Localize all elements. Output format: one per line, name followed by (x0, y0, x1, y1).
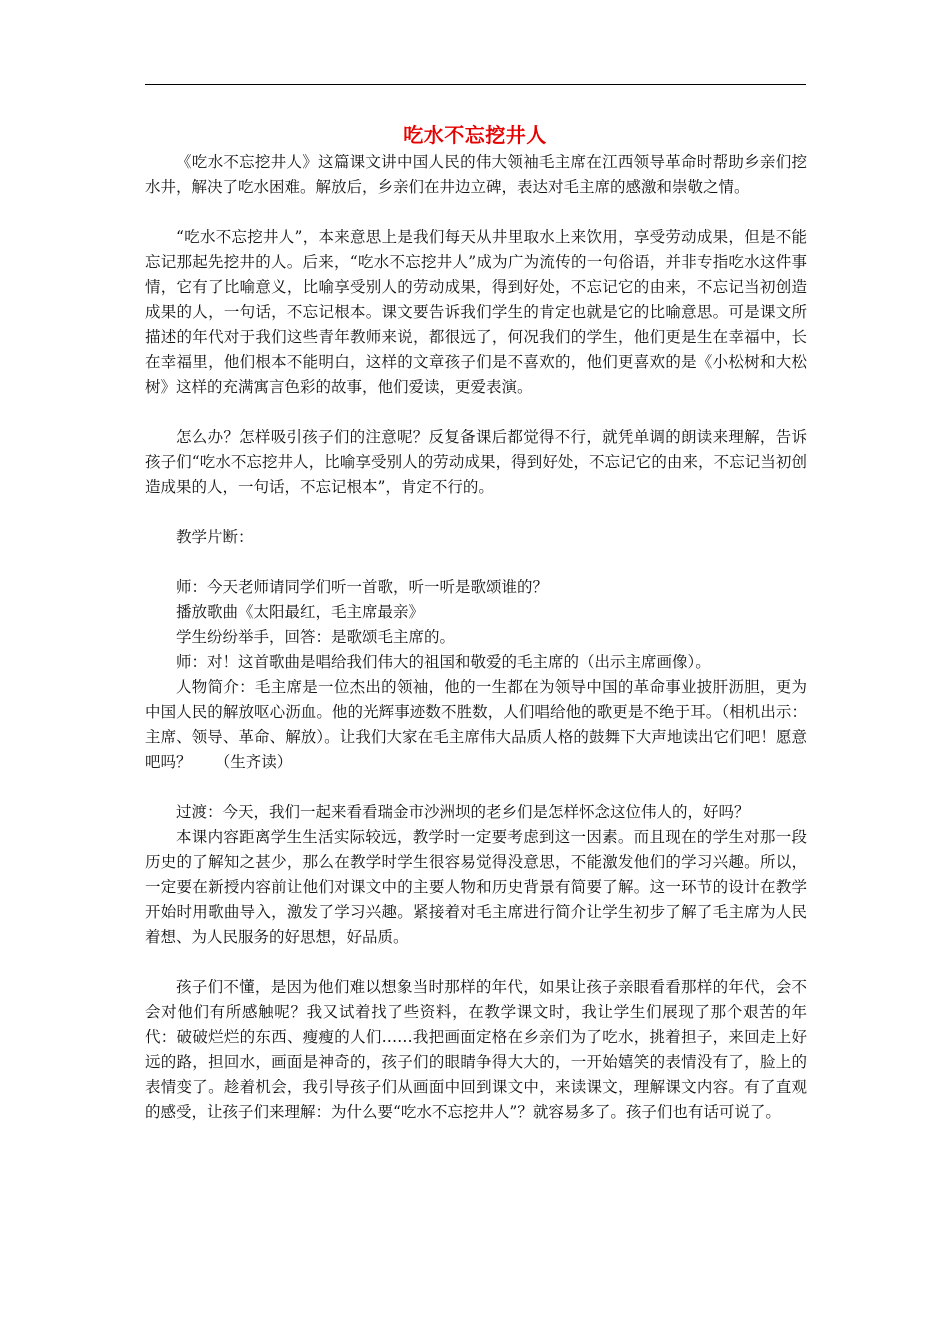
document-body (145, 150, 807, 1125)
paragraph-profile: 人物简介：毛主席是一位杰出的领袖，他的一生都在为领导中国的革命事业披肝沥胆，更为中国人民的解放呕心沥血。他的光辉事迹数不胜数，人们唱给他的歌更是不绝于耳。（相机出示：主席、领导、革命、解放）。让我们大家在毛主席伟大品质人格的鼓舞下大声地读出它们吧！愿意吧吗？ （生齐读） (145, 678, 807, 771)
header-rule (145, 84, 806, 85)
paragraph-teacher-line-1: 师：今天老师请同学们听一首歌，听一听是歌颂谁的？ (176, 578, 549, 596)
paragraph-conclusion: 孩子们不懂，是因为他们难以想象当时那样的年代，如果让孩子亲眼看看那样的年代，会不会对他们有所感触呢？我又试着找了些资料，在教学课文时，我让学生们展现了那个艰苦的年代：破破烂烂的东西、瘦瘦的人们……我把画面定格在乡亲们为了吃水，挑着担子，来回走上好远的路，担回水，画面是神奇的，孩子们的眼睛争得大大的，一开始嬉笑的表情没有了，脸上的表情变了。趁着机会，我引导孩子们从画面中回到课文中，来读课文，理解课文内容。有了直观的感受，让孩子们来理解：为什么要“吃水不忘挖井人”？就容易多了。孩子们也有话可说了。 (145, 978, 807, 1121)
paragraph-transition: 过渡：今天，我们一起来看看瑞金市沙洲坝的老乡们是怎样怀念这位伟人的，好吗？ (176, 803, 750, 821)
paragraph-teaching-fragment-heading: 教学片断： (176, 528, 254, 546)
paragraph-play-song: 播放歌曲《太阳最红，毛主席最亲》 (176, 603, 425, 621)
paragraph-student-answer: 学生纷纷举手，回答：是歌颂毛主席的。 (176, 628, 456, 646)
paragraph-question: 怎么办？怎样吸引孩子们的注意呢？反复备课后都觉得不行，就凭单调的朗读来理解，告诉孩子们“吃水不忘挖井人，比喻享受别人的劳动成果，得到好处，不忘记它的由来，不忘记当初创造成果的人，一句话，不忘记根本”，肯定不行的。 (145, 428, 807, 496)
paragraph-intro: 《吃水不忘挖井人》这篇课文讲中国人民的伟大领袖毛主席在江西领导革命时帮助乡亲们挖水井，解决了吃水困难。解放后，乡亲们在井边立碑，表达对毛主席的感激和崇敬之情。 (145, 153, 807, 196)
paragraph-reflection: 本课内容距离学生生活实际较远，教学时一定要考虑到这一因素。而且现在的学生对那一段历史的了解知之甚少，那么在教学时学生很容易觉得没意思，不能激发他们的学习兴趣。所以，一定要在新授内容前让他们对课文中的主要人物和历史背景有简要了解。这一环节的设计在教学开始时用歌曲导入，激发了学习兴趣。紧接着对毛主席进行简介让学生初步了解了毛主席为人民着想、为人民服务的好思想，好品质。 (145, 828, 807, 946)
paragraph-teacher-line-2: 师：对！这首歌曲是唱给我们伟大的祖国和敬爱的毛主席的（出示主席画像）。 (176, 653, 711, 671)
document-title: 吃水不忘挖井人 (403, 123, 547, 147)
paragraph-meaning: “吃水不忘挖井人”，本来意思上是我们每天从井里取水上来饮用，享受劳动成果，但是不能忘记那起先挖井的人。后来，“吃水不忘挖井人”成为广为流传的一句俗语，并非专指吃水这件事情，它有了比喻意义，比喻享受别人的劳动成果，得到好处，不忘记它的由来，不忘记当初创造成果的人，一句话，不忘记根本。课文要告诉我们学生的肯定也就是它的比喻意思。可是课文所描述的年代对于我们这些青年教师来说，都很远了，何况我们的学生，他们更是生在幸福中，长在幸福里，他们根本不能明白，这样的文章孩子们是不喜欢的，他们更喜欢的是《小松树和大松树》这样的充满寓言色彩的故事，他们爱读，更爱表演。 (145, 228, 807, 396)
